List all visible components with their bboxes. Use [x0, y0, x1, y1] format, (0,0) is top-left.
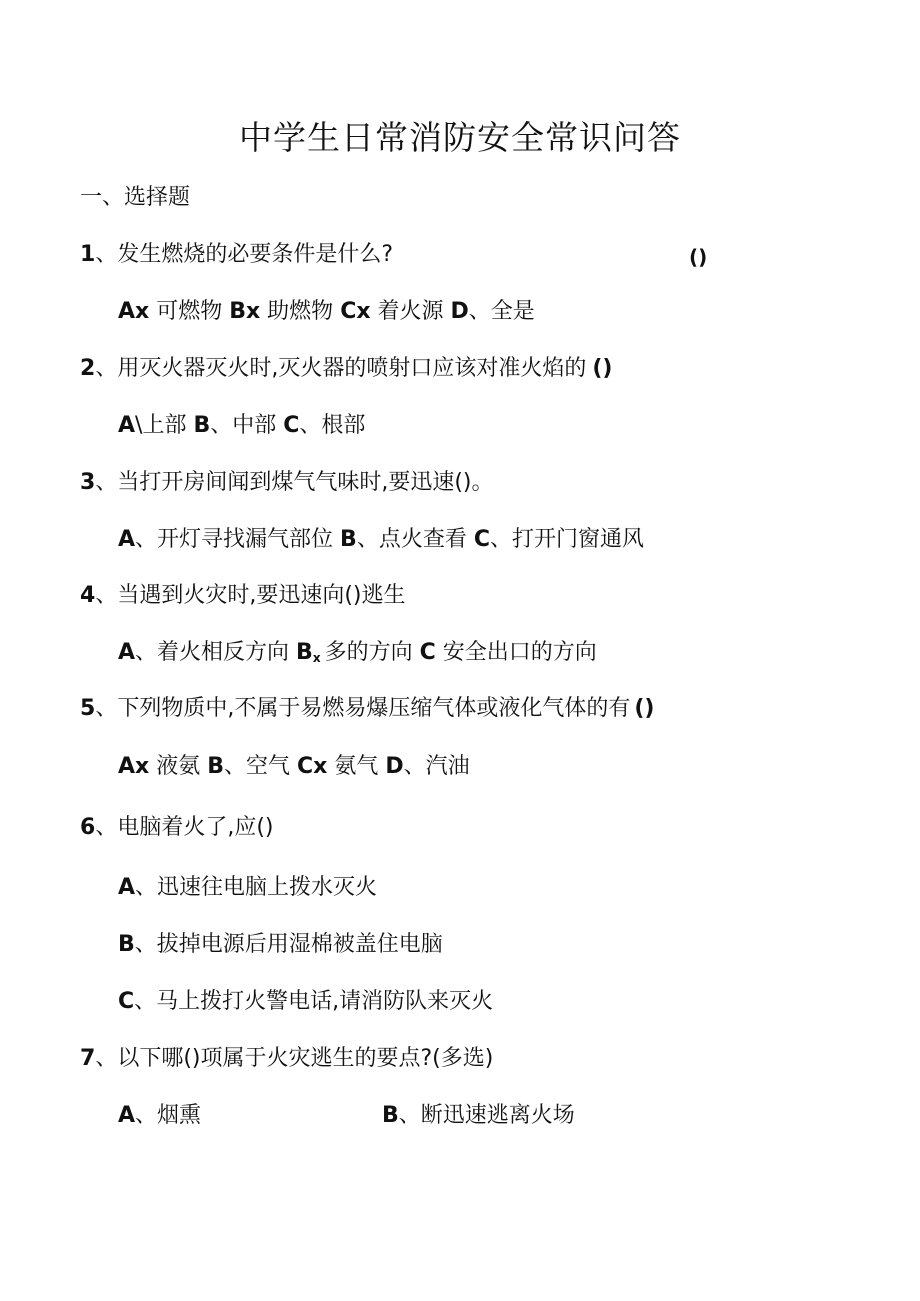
option-text: 、汽油 [403, 754, 470, 779]
section-heading: 一、选择题 [80, 185, 191, 210]
question-3-options [118, 525, 644, 555]
question-7 [80, 1044, 493, 1074]
answer-blank: () [592, 356, 613, 381]
option-text: 助燃物 [260, 299, 341, 324]
question-text: 用灭火器灭火时,灭火器的喷射口应该对准火焰的 [117, 356, 587, 381]
option-subscript: x [312, 651, 321, 665]
question-text: 电脑着火了,应() [117, 815, 274, 840]
option-label: Ax [118, 299, 150, 324]
question-separator: 、 [95, 356, 118, 381]
option-text: 氨气 [327, 754, 386, 779]
question-6 [80, 813, 274, 843]
option-label: Cx [340, 299, 371, 324]
question-5 [80, 694, 654, 724]
option-text: 、开灯寻找漏气部位 [135, 527, 341, 552]
question-separator: 、 [95, 470, 118, 495]
question-separator: 、 [95, 815, 118, 840]
option-label: B [193, 413, 211, 438]
option-text: \上部 [135, 413, 194, 438]
option-text: 、拔掉电源后用湿棉被盖住电脑 [134, 932, 443, 957]
option-label: Bx [229, 299, 261, 324]
option-label: D [450, 299, 469, 324]
option-label: B [207, 754, 224, 779]
question-2 [80, 354, 612, 384]
option-label: Cx [297, 754, 328, 779]
question-7-option-a [118, 1101, 201, 1131]
question-number: 4 [80, 583, 96, 608]
option-label: A [118, 640, 136, 665]
option-label: A [118, 1103, 136, 1128]
option-text: 、马上拨打火警电话,请消防队来灭火 [134, 989, 494, 1014]
question-5-options [118, 752, 470, 782]
option-text: 多的方向 [324, 640, 420, 665]
option-label: Ax [118, 754, 150, 779]
question-text: 下列物质中,不属于易燃易爆压缩气体或液化气体的有 [117, 696, 631, 721]
option-text: 、点火查看 [356, 527, 474, 552]
option-label: A [118, 413, 136, 438]
option-label: A [118, 527, 136, 552]
question-number: 7 [80, 1046, 96, 1071]
answer-blank: () [689, 245, 708, 269]
option-label: D [385, 754, 404, 779]
option-label: C [473, 527, 490, 552]
option-label: B [296, 640, 313, 665]
option-text: 、断迅速逃离火场 [398, 1103, 575, 1128]
question-6-option-b [118, 930, 443, 960]
option-text: 液氨 [149, 754, 208, 779]
option-label: A [118, 875, 136, 900]
option-text: 安全出口的方向 [435, 640, 597, 665]
option-label: B [340, 527, 357, 552]
question-1-options [118, 297, 535, 327]
option-text: 、迅速往电脑上拨水灭火 [135, 875, 378, 900]
question-4-options [118, 638, 597, 673]
question-6-option-a [118, 873, 377, 903]
option-text: 、烟熏 [135, 1103, 202, 1128]
option-text: 可燃物 [149, 299, 230, 324]
option-label: C [283, 413, 300, 438]
option-text: 、根部 [299, 413, 366, 438]
question-separator: 、 [95, 1046, 118, 1071]
option-label: B [382, 1103, 399, 1128]
question-1 [80, 240, 393, 270]
question-number: 3 [80, 470, 96, 495]
question-6-option-c [118, 987, 493, 1017]
option-text: 、打开门窗通风 [489, 527, 644, 552]
question-number: 5 [80, 696, 96, 721]
question-text: 当打开房间闻到煤气气味时,要迅速()。 [117, 470, 494, 495]
question-4 [80, 581, 406, 611]
option-text: 着火源 [370, 299, 451, 324]
option-label: B [118, 932, 135, 957]
option-text: 、空气 [224, 754, 297, 779]
question-text: 当遇到火灾时,要迅速向()逃生 [117, 583, 406, 608]
option-text: 、中部 [210, 413, 284, 438]
question-text: 发生燃烧的必要条件是什么? [117, 242, 394, 267]
question-separator: 、 [95, 696, 118, 721]
question-separator: 、 [95, 242, 118, 267]
question-number: 6 [80, 815, 96, 840]
option-text: 、全是 [468, 299, 535, 324]
option-label: C [419, 640, 436, 665]
question-number: 1 [80, 242, 96, 267]
question-3 [80, 468, 494, 498]
question-text: 以下哪()项属于火灾逃生的要点?(多选) [117, 1046, 494, 1071]
option-text: 、着火相反方向 [135, 640, 297, 665]
answer-blank: () [634, 696, 655, 721]
question-separator: 、 [95, 583, 118, 608]
document-title: 中学生日常消防安全常识问答 [239, 118, 681, 157]
question-7-option-b [382, 1101, 575, 1131]
option-label: C [118, 989, 135, 1014]
question-2-options [118, 411, 365, 441]
question-number: 2 [80, 356, 96, 381]
